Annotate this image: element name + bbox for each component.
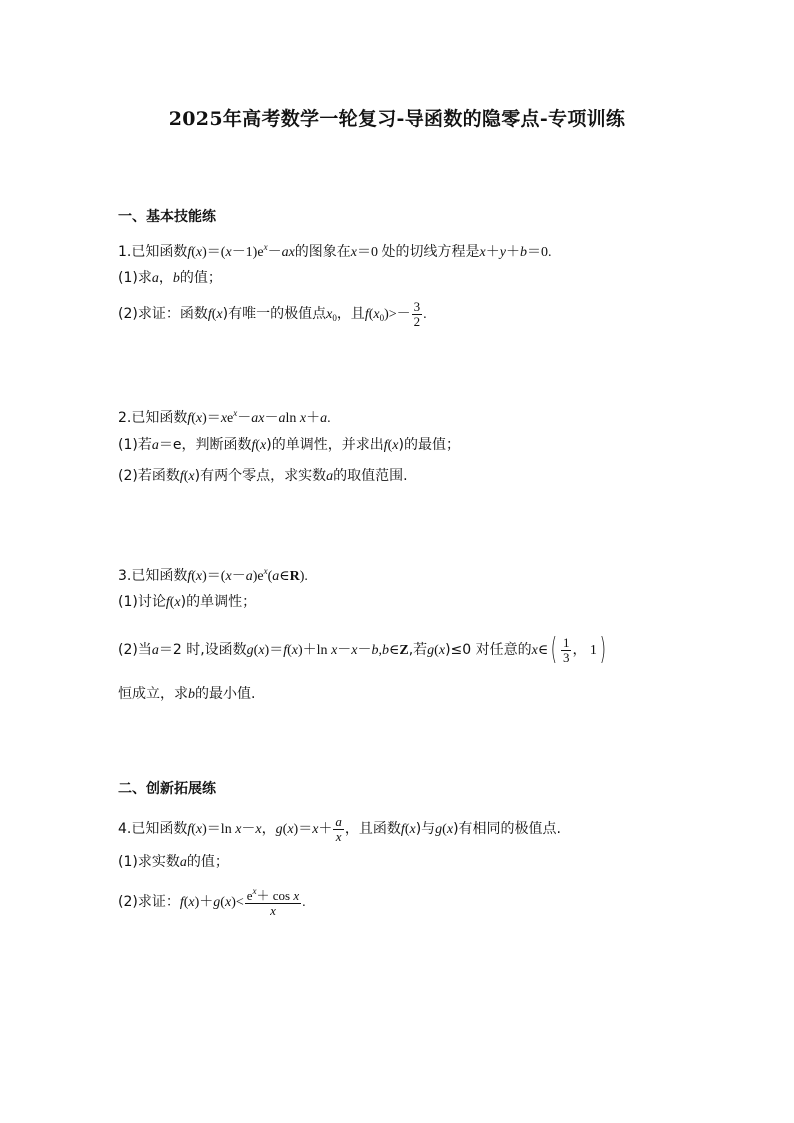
question-1-stem — [118, 237, 551, 263]
math-text: (2)求证：函数 — [118, 306, 208, 323]
math-text: b — [382, 643, 389, 659]
math-text: f — [364, 307, 369, 323]
math-text: x — [291, 643, 298, 659]
math-text: ). — [299, 569, 308, 584]
math-text: 恒成立，求 — [118, 686, 188, 702]
math-text: f — [187, 822, 192, 838]
math-text: f — [187, 245, 192, 260]
question-2-part-1 — [118, 435, 460, 456]
math-text: ＝e，判断函数 — [158, 437, 252, 453]
math-text: ＋ — [318, 822, 333, 838]
math-text: ( — [191, 411, 196, 426]
math-text: x — [263, 242, 268, 252]
math-text: x — [216, 307, 223, 323]
math-text: 的值； — [186, 854, 229, 870]
math-text: x — [331, 643, 338, 659]
math-text: x — [252, 886, 257, 896]
math-text: ( — [211, 307, 217, 323]
fraction-a-over-x — [333, 815, 344, 843]
math-text: x — [220, 411, 228, 426]
math-text: f — [179, 895, 184, 911]
math-text: )与 — [415, 821, 436, 838]
math-text: ＝0. — [526, 245, 552, 260]
math-text: ( — [282, 822, 288, 838]
math-text: － — [267, 245, 282, 260]
math-text: x — [195, 411, 203, 426]
math-text: x — [326, 307, 333, 323]
math-text: x — [195, 822, 203, 838]
math-text: x — [263, 566, 268, 576]
math-text: )e — [252, 569, 264, 584]
math-text: x — [235, 822, 242, 838]
math-text: ＋ — [306, 411, 321, 426]
math-text: ＝0 处的切线方程是 — [357, 245, 480, 260]
math-text: )＋ln — [298, 643, 332, 659]
math-text: ( — [253, 643, 259, 659]
math-text: a — [278, 411, 286, 426]
math-text: ax — [251, 411, 265, 426]
math-text: x — [312, 822, 319, 838]
math-text: － — [357, 643, 372, 659]
math-text: x — [446, 822, 454, 838]
math-text: x — [195, 569, 203, 584]
math-text: g — [275, 822, 283, 838]
question-1-part-1 — [118, 268, 222, 289]
math-text: ∈ — [537, 643, 549, 659]
math-text: ( — [191, 245, 196, 260]
math-text: e — [246, 888, 253, 903]
math-text: Z — [399, 643, 409, 659]
math-text: x — [174, 595, 181, 610]
math-text: x — [350, 245, 358, 260]
math-text: x — [258, 643, 265, 659]
math-text: a — [272, 569, 280, 584]
math-text: 3 — [413, 299, 421, 314]
math-text: ＝2 时,设函数 — [158, 642, 247, 659]
math-text: a — [151, 643, 159, 659]
math-text: . — [327, 411, 331, 426]
math-text: － — [237, 411, 252, 426]
math-text: － — [337, 643, 352, 659]
math-text: (2)若函数 — [118, 468, 180, 484]
math-text: ( — [434, 643, 439, 659]
math-text: g — [435, 822, 443, 838]
math-text: 0 — [332, 313, 337, 324]
math-text: )＝ — [264, 643, 284, 659]
math-text: ＋ — [485, 245, 500, 260]
math-text: f — [251, 438, 256, 453]
fraction-exp-cos-over-x — [245, 887, 301, 917]
math-text: a — [151, 438, 159, 453]
math-text: ( — [267, 569, 273, 584]
math-text — [245, 887, 301, 903]
math-text: x — [245, 903, 301, 918]
math-text: x — [224, 895, 232, 911]
math-text: f — [179, 469, 184, 484]
math-text: x — [293, 888, 300, 903]
left-paren: ( — [550, 632, 558, 668]
math-text: x — [409, 822, 416, 838]
math-text: － — [241, 822, 256, 838]
math-text: ，且函数 — [344, 821, 401, 838]
math-text: . — [423, 307, 427, 323]
math-text: 1.已知函数 — [118, 244, 188, 260]
math-text: ＋ — [505, 245, 520, 260]
math-text: )的单调性，并求出 — [266, 437, 384, 453]
question-3-part-2-cont — [118, 684, 255, 705]
math-text: x — [195, 245, 203, 260]
math-text: )的最值； — [398, 437, 460, 453]
math-text: x — [351, 643, 358, 659]
math-text: a — [245, 569, 253, 584]
math-text: － — [264, 411, 279, 426]
question-3-part-1 — [118, 592, 256, 613]
math-text: )有唯一的极值点 — [222, 306, 327, 323]
math-text: x — [438, 643, 446, 659]
math-text: )＝( — [202, 569, 226, 584]
math-text: (2)求证： — [118, 894, 180, 911]
math-text: ( — [404, 822, 410, 838]
math-text: a — [335, 814, 342, 829]
math-text: ＋ cos — [256, 888, 294, 903]
question-3-part-2 — [118, 632, 609, 668]
math-text: (1)求 — [118, 270, 152, 286]
math-text: ( — [220, 895, 225, 911]
math-text: f — [207, 307, 212, 323]
math-text: ∈ — [279, 569, 290, 584]
fraction-three-halves — [412, 300, 423, 328]
question-2-part-2 — [118, 466, 408, 487]
right-paren: ) — [599, 632, 607, 668]
math-text: 的值； — [179, 270, 222, 286]
math-text: 的图象在 — [294, 244, 351, 260]
math-text: ( — [255, 438, 261, 453]
math-text: )有相同的极值点. — [453, 821, 561, 838]
math-text: x — [479, 245, 486, 260]
math-text: )＝ — [293, 822, 313, 838]
math-text: (1)讨论 — [118, 594, 166, 610]
math-text: x — [299, 411, 307, 426]
question-2-stem — [118, 403, 331, 429]
math-text: ( — [387, 438, 393, 453]
math-text: ( — [368, 307, 374, 323]
math-text: a — [179, 855, 187, 870]
math-text: x — [225, 245, 232, 260]
math-text: ln — [285, 411, 300, 426]
math-text: x — [373, 307, 380, 323]
math-text: f — [283, 643, 288, 659]
math-text: )的单调性； — [180, 594, 257, 610]
math-text: ， 1 — [572, 643, 597, 659]
math-text: )≤0 对任意的 — [445, 642, 532, 659]
math-text: ， — [158, 270, 173, 286]
math-text: － — [231, 569, 246, 584]
math-text: )＋ — [194, 895, 214, 911]
math-text: )＝ — [202, 411, 221, 426]
math-text: a — [151, 271, 159, 286]
math-text: x — [255, 822, 262, 838]
math-text: , — [378, 643, 382, 659]
math-text: f — [187, 411, 192, 426]
math-text: ， — [261, 821, 276, 838]
math-text: x — [287, 822, 294, 838]
math-text: g — [213, 895, 221, 911]
math-text: ( — [287, 643, 292, 659]
math-text: (1)求实数 — [118, 854, 180, 870]
math-text: R — [289, 569, 300, 584]
math-text: 2 — [413, 313, 421, 329]
math-text: f — [400, 822, 405, 838]
page-title: 2025年高考数学一轮复习-导函数的隐零点-专项训练 — [168, 108, 626, 130]
fraction-one-third — [561, 636, 572, 664]
math-text: b — [172, 271, 180, 286]
math-text: ∈ — [389, 643, 400, 659]
question-3-stem — [118, 561, 308, 587]
math-text: 的取值范围. — [333, 468, 408, 484]
math-text: (1)若 — [118, 437, 152, 453]
math-text: 2.已知函数 — [118, 410, 188, 426]
math-text: a — [320, 411, 328, 426]
math-text: )< — [231, 895, 244, 911]
question-4-part-2 — [118, 887, 306, 917]
math-text: b — [371, 643, 379, 659]
math-text: ，且 — [336, 306, 365, 323]
math-text: x — [260, 438, 267, 453]
math-text: f — [165, 595, 170, 610]
math-text: e — [227, 411, 234, 426]
question-4-stem — [118, 815, 561, 843]
math-text: ( — [191, 569, 196, 584]
math-text: y — [499, 245, 506, 260]
math-text: ax — [281, 245, 295, 260]
math-text: g — [246, 643, 254, 659]
math-text: ( — [169, 595, 175, 610]
math-text: 3.已知函数 — [118, 568, 188, 584]
math-text: ,若 — [408, 642, 428, 659]
math-text: x — [188, 895, 195, 911]
math-text: x — [225, 569, 232, 584]
math-text: x — [531, 643, 538, 659]
math-text: f — [187, 569, 192, 584]
math-text: ( — [183, 895, 189, 911]
math-text: x — [392, 438, 399, 453]
math-text: 0 — [379, 313, 385, 324]
math-text: ( — [183, 469, 189, 484]
math-text: )＝ln — [202, 822, 236, 838]
math-text: )＝( — [202, 245, 226, 260]
math-text: (2)当 — [118, 642, 152, 659]
math-text: b — [188, 687, 195, 702]
math-text: b — [519, 245, 527, 260]
math-text: 1 — [562, 635, 570, 650]
question-4-part-1 — [118, 852, 229, 873]
math-text: x — [333, 829, 344, 844]
math-text: 4.已知函数 — [118, 821, 188, 838]
math-text: ( — [442, 822, 447, 838]
math-text: . — [302, 895, 306, 911]
section-heading-extension: 二、创新拓展练 — [118, 781, 216, 797]
section-heading-basic: 一、基本技能练 — [118, 209, 216, 225]
math-text: f — [383, 438, 388, 453]
math-text: x — [188, 469, 195, 484]
math-text: g — [427, 643, 435, 659]
question-1-part-2 — [118, 300, 427, 328]
math-text: ( — [191, 822, 196, 838]
math-text: x — [233, 408, 238, 418]
math-text: )>－ — [384, 307, 411, 323]
math-text: )有两个零点，求实数 — [194, 468, 327, 484]
math-text: a — [326, 469, 334, 484]
math-text: 的最小值. — [195, 686, 256, 702]
math-text: 3 — [562, 649, 570, 665]
math-text: －1)e — [231, 245, 264, 260]
